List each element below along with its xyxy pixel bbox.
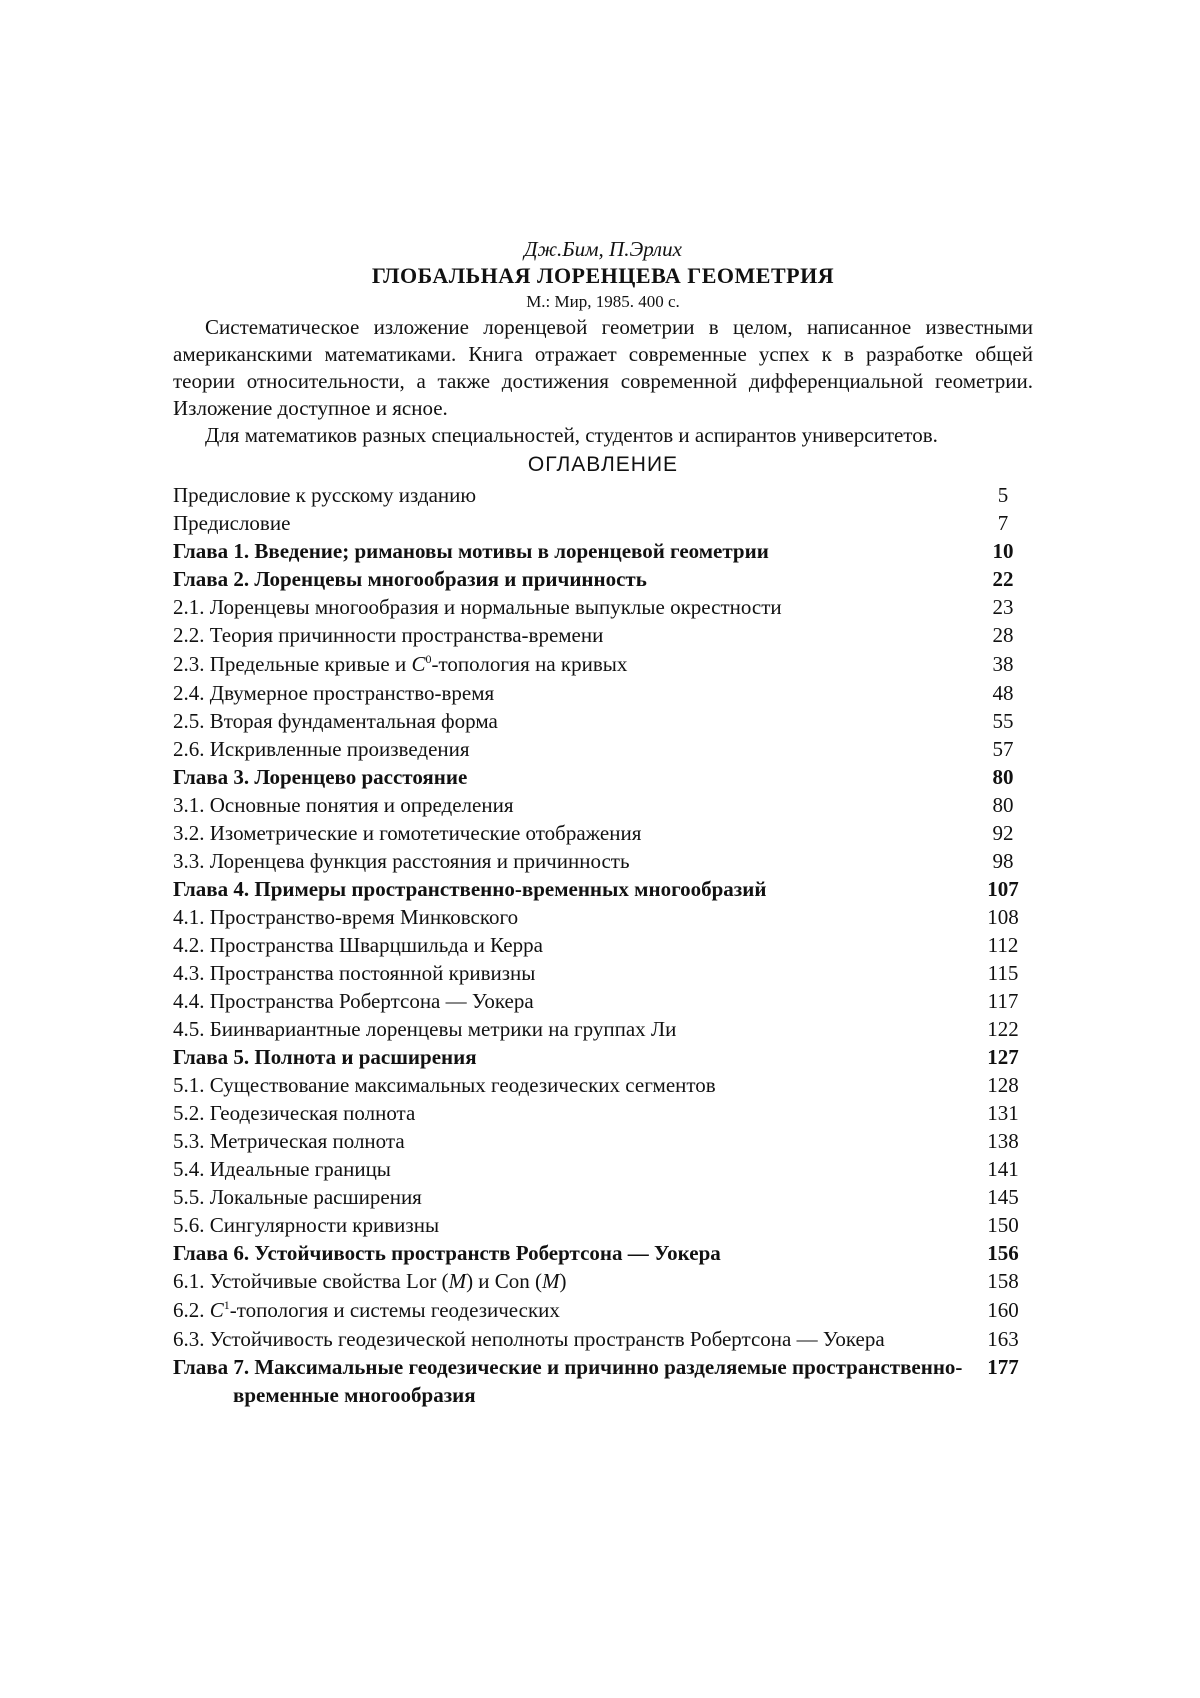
toc-chapter-row [173,1239,1033,1267]
toc-label: 6.3. Устойчивость геодезической неполноты пространств Робертсона — Уокера [173,1327,885,1351]
toc-page: 150 [987,1213,1019,1237]
toc-row [173,903,1033,931]
math-symbol: M [448,1269,467,1293]
toc-row [173,707,1033,735]
toc-page: 107 [987,877,1019,901]
table-of-contents [173,481,1033,1409]
toc-label: 4.2. Пространства Шварцшильда и Керра [173,933,543,957]
toc-label: 3.3. Лоренцева функция расстояния и причинность [173,849,630,873]
toc-heading: ОГЛАВЛЕНИЕ [527,453,679,476]
abstract-paragraph-1: Систематическое изложение лоренцевой геометрии в целом, написанное известными американскими математиками. Книга отражает современные успех к в разработке общей теории относительности, а также достижения современной дифференциальной геометрии. Изложение доступное и ясное. [173,315,1033,420]
toc-label: Глава 2. Лоренцевы многообразия и причинность [173,567,647,591]
toc-label: 4.4. Пространства Робертсона — Уокера [173,989,534,1013]
toc-row [173,735,1033,763]
toc-page: 145 [987,1185,1019,1209]
toc-row [173,791,1033,819]
toc-page: 127 [987,1045,1019,1069]
toc-row [173,1183,1033,1211]
toc-chapter-row [173,565,1033,593]
publication-info: М.: Мир, 1985. 400 с. [526,292,680,311]
toc-page: 48 [992,681,1014,705]
toc-row [173,649,1033,679]
toc-label-part: 2.3. Предельные кривые и [173,652,412,676]
toc-page: 108 [987,905,1019,929]
toc-label [173,649,933,679]
toc-label: Глава 7. Максимальные геодезические и причинно разделяемые пространственно-временные многообразия [173,1355,963,1407]
toc-label: 4.1. Пространство-время Минковского [173,905,519,929]
toc-row [173,481,1033,509]
toc-row [173,509,1033,537]
toc-label: 2.2. Теория причинности пространства-времени [173,623,604,647]
toc-label: Предисловие к русскому изданию [173,483,477,507]
toc-label: 3.1. Основные понятия и определения [173,793,514,817]
toc-page: 57 [992,737,1014,761]
math-superscript: 0 [425,652,432,666]
toc-page: 141 [987,1157,1019,1181]
toc-label: 2.6. Искривленные произведения [173,737,470,761]
toc-label-part: ) [559,1269,567,1293]
toc-label: 5.4. Идеальные границы [173,1157,391,1181]
toc-page: 55 [992,709,1014,733]
toc-page: 7 [997,511,1009,535]
toc-row [173,1015,1033,1043]
toc-row [173,1295,1033,1325]
toc-page: 80 [992,765,1014,789]
toc-label: 2.5. Вторая фундаментальная форма [173,709,498,733]
toc-label [173,1295,933,1325]
toc-label: 2.4. Двумерное пространство-время [173,681,495,705]
authors: Дж.Бим, П.Эрлих [524,237,682,261]
toc-row [173,987,1033,1015]
toc-label: 5.5. Локальные расширения [173,1185,422,1209]
toc-page: 156 [987,1241,1019,1265]
toc-page: 28 [992,623,1014,647]
toc-page: 98 [992,849,1014,873]
toc-row [173,931,1033,959]
toc-row [173,1127,1033,1155]
toc-label-part: ) и Con ( [466,1269,543,1293]
toc-page: 138 [987,1129,1019,1153]
math-symbol: C [411,652,426,676]
toc-label-part: -топология и системы геодезических [229,1298,560,1322]
toc-label: Глава 1. Введение; римановы мотивы в лоренцевой геометрии [173,539,769,563]
toc-page: 10 [992,539,1014,563]
toc-label: 5.6. Сингулярности кривизны [173,1213,440,1237]
toc-row [173,593,1033,621]
toc-chapter-row [173,763,1033,791]
toc-page: 92 [992,821,1014,845]
math-superscript: 1 [223,1298,230,1312]
toc-label: 5.3. Метрическая полнота [173,1129,405,1153]
toc-label: Предисловие [173,511,291,535]
toc-label: 5.2. Геодезическая полнота [173,1101,416,1125]
toc-label: 4.3. Пространства постоянной кривизны [173,961,536,985]
toc-chapter-row [173,1353,1033,1409]
toc-row [173,1155,1033,1183]
toc-page: 117 [987,989,1019,1013]
toc-page: 115 [987,961,1019,985]
math-symbol: C [209,1298,224,1322]
toc-row [173,847,1033,875]
toc-row [173,1211,1033,1239]
toc-page: 158 [987,1269,1019,1293]
document-page [173,236,1033,1409]
toc-page: 5 [997,483,1009,507]
toc-row [173,819,1033,847]
toc-label: 4.5. Биинвариантные лоренцевы метрики на группах Ли [173,1017,677,1041]
toc-row [173,1071,1033,1099]
toc-page: 163 [987,1327,1019,1351]
toc-page: 80 [992,793,1014,817]
toc-row [173,679,1033,707]
toc-label: Глава 4. Примеры пространственно-временных многообразий [173,877,767,901]
toc-row [173,621,1033,649]
toc-chapter-row [173,875,1033,903]
toc-label-part: -топология на кривых [431,652,628,676]
toc-page: 122 [987,1017,1019,1041]
toc-label [173,1267,933,1295]
toc-label: 3.2. Изометрические и гомотетические отображения [173,821,642,845]
toc-label-part: 6.2. [173,1298,210,1322]
toc-label-part: 6.1. Устойчивые свойства Lor ( [173,1269,449,1293]
toc-page: 128 [987,1073,1019,1097]
toc-label: 5.1. Существование максимальных геодезических сегментов [173,1073,716,1097]
toc-label: Глава 3. Лоренцево расстояние [173,765,468,789]
toc-page: 112 [987,933,1019,957]
toc-page: 38 [992,652,1014,676]
toc-chapter-row [173,1043,1033,1071]
toc-label: Глава 6. Устойчивость пространств Робертсона — Уокера [173,1241,721,1265]
toc-row [173,1267,1033,1295]
toc-page: 22 [992,567,1014,591]
book-title: ГЛОБАЛЬНАЯ ЛОРЕНЦЕВА ГЕОМЕТРИЯ [371,263,835,288]
toc-page: 23 [992,595,1014,619]
toc-label: Глава 5. Полнота и расширения [173,1045,477,1069]
toc-row [173,1099,1033,1127]
toc-row [173,1325,1033,1353]
toc-row [173,959,1033,987]
math-symbol: M [542,1269,560,1293]
toc-chapter-row [173,537,1033,565]
toc-page: 160 [987,1298,1019,1322]
toc-page: 131 [987,1101,1019,1125]
toc-page: 177 [987,1355,1019,1379]
abstract-paragraph-2: Для математиков разных специальностей, студентов и аспирантов университетов. [205,423,938,447]
toc-label: 2.1. Лоренцевы многообразия и нормальные выпуклые окрестности [173,595,782,619]
